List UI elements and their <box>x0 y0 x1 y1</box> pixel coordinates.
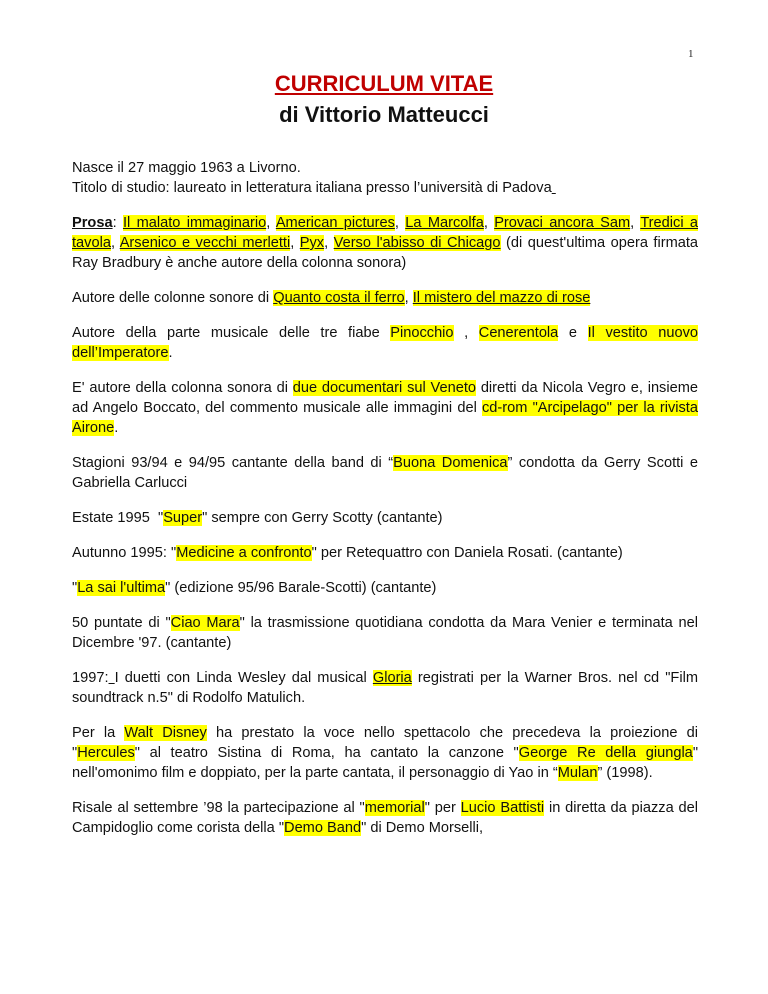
prosa-label: Prosa <box>72 215 113 231</box>
super-paragraph <box>72 508 698 528</box>
page-number: 1 <box>688 48 694 60</box>
title-text: CURRICULUM VITAE <box>274 71 494 96</box>
gloria-paragraph <box>72 668 698 708</box>
prosa-item: Il malato immaginario <box>122 215 267 231</box>
hercules-highlight: Hercules <box>77 745 135 761</box>
fiaba-item: Cenerentola <box>478 325 559 341</box>
medicine-prefix: Autunno 1995: " <box>72 545 177 561</box>
prosa-item: Provaci ancora Sam <box>494 215 631 231</box>
document-subtitle: di Vittorio Matteucci <box>279 102 489 127</box>
super-suffix: " sempre con Gerry Scotty (cantante) <box>202 510 443 526</box>
prosa-note: (di quest'ultima opera firmata Ray Bradbury è anche autore della colonna sonora) <box>72 235 699 271</box>
prosa-item: American pictures <box>275 215 395 231</box>
sai-prefix: " <box>72 580 78 596</box>
domenica-prefix: Stagioni 93/94 e 94/95 cantante della band di “ <box>72 455 394 471</box>
fiabe-conj: e <box>558 325 588 341</box>
medicine-paragraph <box>72 543 698 563</box>
colonne-item: Quanto costa il ferro <box>273 290 405 306</box>
prosa-item: Verso l'abisso di Chicago <box>333 235 501 251</box>
colonne-item: Il mistero del mazzo di rose <box>412 290 591 306</box>
colonne-prefix: Autore delle colonne sonore di <box>72 290 274 306</box>
disney-text: ” (1998). <box>597 765 653 781</box>
battisti-prefix: Risale al settembre ’98 la partecipazione al " <box>72 800 365 816</box>
battisti-highlight: Lucio Battisti <box>460 800 545 816</box>
domenica-suffix: ” condotta da Gerry Scotti e Gabriella Carlucci <box>72 455 699 491</box>
gloria-highlight: Gloria <box>372 670 412 686</box>
gloria-suffix: registrati per la Warner Bros. nel cd "Film soundtrack n.5" di Rodolfo Matulich. <box>72 670 698 706</box>
gloria-prefix: 1997: <box>72 670 109 686</box>
medicine-highlight: Medicine a confronto <box>176 545 312 561</box>
george-highlight: George Re della giungla <box>518 745 693 761</box>
colonne-paragraph: Autore delle colonne sonore di Quanto costa il ferro, Il mistero del mazzo di rose <box>72 290 591 306</box>
mara-highlight: Ciao Mara <box>170 615 240 631</box>
disney-text: " nell'omonimo film e doppiato, per la parte cantata, il personaggio di Yao in “ <box>72 745 698 781</box>
disney-highlight: Walt Disney <box>124 725 207 741</box>
mara-suffix: " la trasmissione quotidiana condotta da Mara Venier e terminata nel Dicembre '97. (cantante) <box>72 615 698 651</box>
disney-paragraph <box>72 723 698 783</box>
domenica-paragraph <box>72 453 698 493</box>
demoband-highlight: Demo Band <box>284 820 362 836</box>
documentari-paragraph <box>72 378 698 438</box>
prosa-item: Pyx <box>299 235 325 251</box>
fiabe-paragraph: Autore della parte musicale delle tre fiabe Pinocchio , Cenerentola e Il vestito nuovo dell’Imperatore. <box>72 325 698 361</box>
battisti-text: " per <box>424 800 461 816</box>
gloria-mid: I duetti con Linda Wesley dal musical <box>114 670 373 686</box>
documentari-middle: diretti da Nicola Vegro e, insieme ad Angelo Boccato, del commento musicale alle immagini del <box>72 380 698 416</box>
mulan-highlight: Mulan <box>557 765 598 781</box>
super-prefix: Estate 1995 " <box>72 510 164 526</box>
battisti-text: " di Demo Morselli, <box>361 820 484 836</box>
document-title <box>0 70 768 98</box>
documentari-highlight: due documentari sul Veneto <box>292 380 476 396</box>
documentari-suffix: . <box>114 420 119 436</box>
mara-prefix: 50 puntate di " <box>72 615 171 631</box>
sai-highlight: La sai l'ultima <box>77 580 166 596</box>
trailing-underline <box>552 180 556 196</box>
domenica-highlight: Buona Domenica <box>393 455 508 471</box>
prosa-item: La Marcolfa <box>405 215 484 231</box>
super-highlight: Super <box>163 510 203 526</box>
prosa-item: Arsenico e vecchi merletti <box>119 235 291 251</box>
birth-line: Nasce il 27 maggio 1963 a Livorno. <box>72 160 301 176</box>
fiaba-item: Pinocchio <box>390 325 454 341</box>
fiabe-prefix: Autore della parte musicale delle tre fiabe <box>72 325 391 341</box>
prosa-item: Tredici a tavola <box>72 215 699 251</box>
memorial-highlight: memorial <box>364 800 425 816</box>
prosa-paragraph: Prosa: Il malato immaginario, American pictures, La Marcolfa, Provaci ancora Sam, Tredici a tavola, Arsenico e vecchi merletti, Pyx, Verso l'abisso di Chicago (di quest'ultima opera firmata Ray Bradbury è anche autore della colonna sonora) <box>72 215 699 271</box>
mara-paragraph <box>72 613 698 653</box>
sai-paragraph <box>72 578 698 598</box>
cdrom-highlight: cd-rom "Arcipelago" per la rivista Airone <box>72 400 698 436</box>
disney-text: " al teatro Sistina di Roma, ha cantato la canzone " <box>134 745 519 761</box>
sai-suffix: " (edizione 95/96 Barale-Scotti) (cantante) <box>165 580 437 596</box>
disney-prefix: Per la <box>72 725 125 741</box>
fiabe-suffix: . <box>168 345 173 361</box>
battisti-text: in diretta da piazza del Campidoglio come corista della " <box>72 800 698 836</box>
battisti-paragraph <box>72 798 698 838</box>
education-line: Titolo di studio: laureato in letteratura italiana presso l’università di Padova <box>72 180 552 196</box>
disney-text: ha prestato la voce nello spettacolo che precedeva la proiezione di " <box>72 725 698 761</box>
document-body <box>72 158 698 853</box>
fiaba-item: Il vestito nuovo dell’Imperatore <box>72 325 698 361</box>
documentari-prefix: E' autore della colonna sonora di <box>72 380 293 396</box>
medicine-suffix: " per Retequattro con Daniela Rosati. (cantante) <box>311 545 623 561</box>
intro-paragraph <box>72 158 698 198</box>
